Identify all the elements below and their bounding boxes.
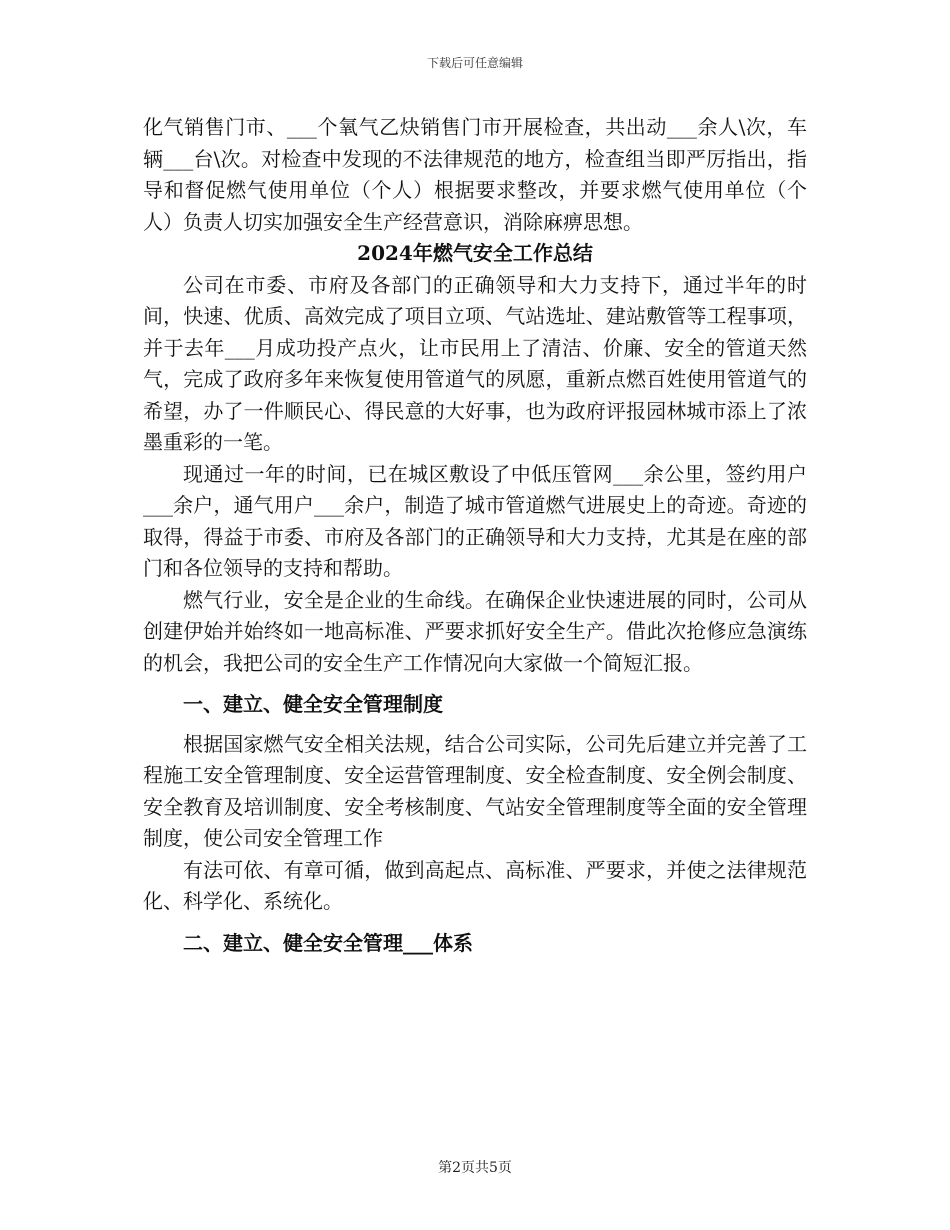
section-heading-2: 二、建立、健全安全管理___体系: [183, 930, 473, 955]
page-footer: 第2页共5页: [438, 1160, 512, 1176]
paragraph-continuation: 化气销售门市、___个氧气乙炔销售门市开展检查，共出动___余人\次，车辆___台\次。对检查中发现的不法律规范的地方，检查组当即严厉指出，指导和督促燃气使用单位（个人）根据要求整改，并要求燃气使用单位（个人）负责人切实加强安全生产经营意识，消除麻痹思想。: [143, 115, 807, 234]
paragraph-3: 燃气行业，安全是企业的生命线。在确保企业快速进展的同时，公司从创建伊始并始终如一地高标准、严要求抓好安全生产。借此次抢修应急演练的机会，我把公司的安全生产工作情况向大家做一个简短汇报。: [143, 587, 807, 675]
document-title: 2024年燃气安全工作总结: [357, 241, 593, 265]
page-header: 下载后可任意编辑: [426, 56, 523, 70]
paragraph-5: 有法可依、有章可循，做到高起点、高标准、严要求，并使之法律规范化、科学化、系统化。: [143, 857, 807, 913]
section-heading-1: 一、建立、健全安全管理制度: [183, 692, 443, 716]
document-body: [143, 112, 807, 967]
paragraph-2: 现通过一年的时间，已在城区敷设了中低压管网___余公里，签约用户___余户，通气用户___余户，制造了城市管道燃气进展史上的奇迹。奇迹的取得，得益于市委、市府及各部门的正确领导和大力支持，尤其是在座的部门和各位领导的支持和帮助。: [143, 461, 807, 580]
paragraph-4: 根据国家燃气安全相关法规，结合公司实际，公司先后建立并完善了工程施工安全管理制度、安全运营管理制度、安全检查制度、安全例会制度、安全教育及培训制度、安全考核制度、气站安全管理制度等全面的安全管理制度，使公司安全管理工作: [143, 731, 807, 850]
paragraph-1: 公司在市委、市府及各部门的正确领导和大力支持下，通过半年的时间，快速、优质、高效完成了项目立项、气站选址、建站敷管等工程事项，并于去年___月成功投产点火，让市民用上了清洁、价廉、安全的管道天然气，完成了政府多年来恢复使用管道气的夙愿，重新点燃百姓使用管道气的希望，办了一件顺民心、得民意的大好事，也为政府评报园林城市添上了浓墨重彩的一笔。: [143, 272, 807, 454]
